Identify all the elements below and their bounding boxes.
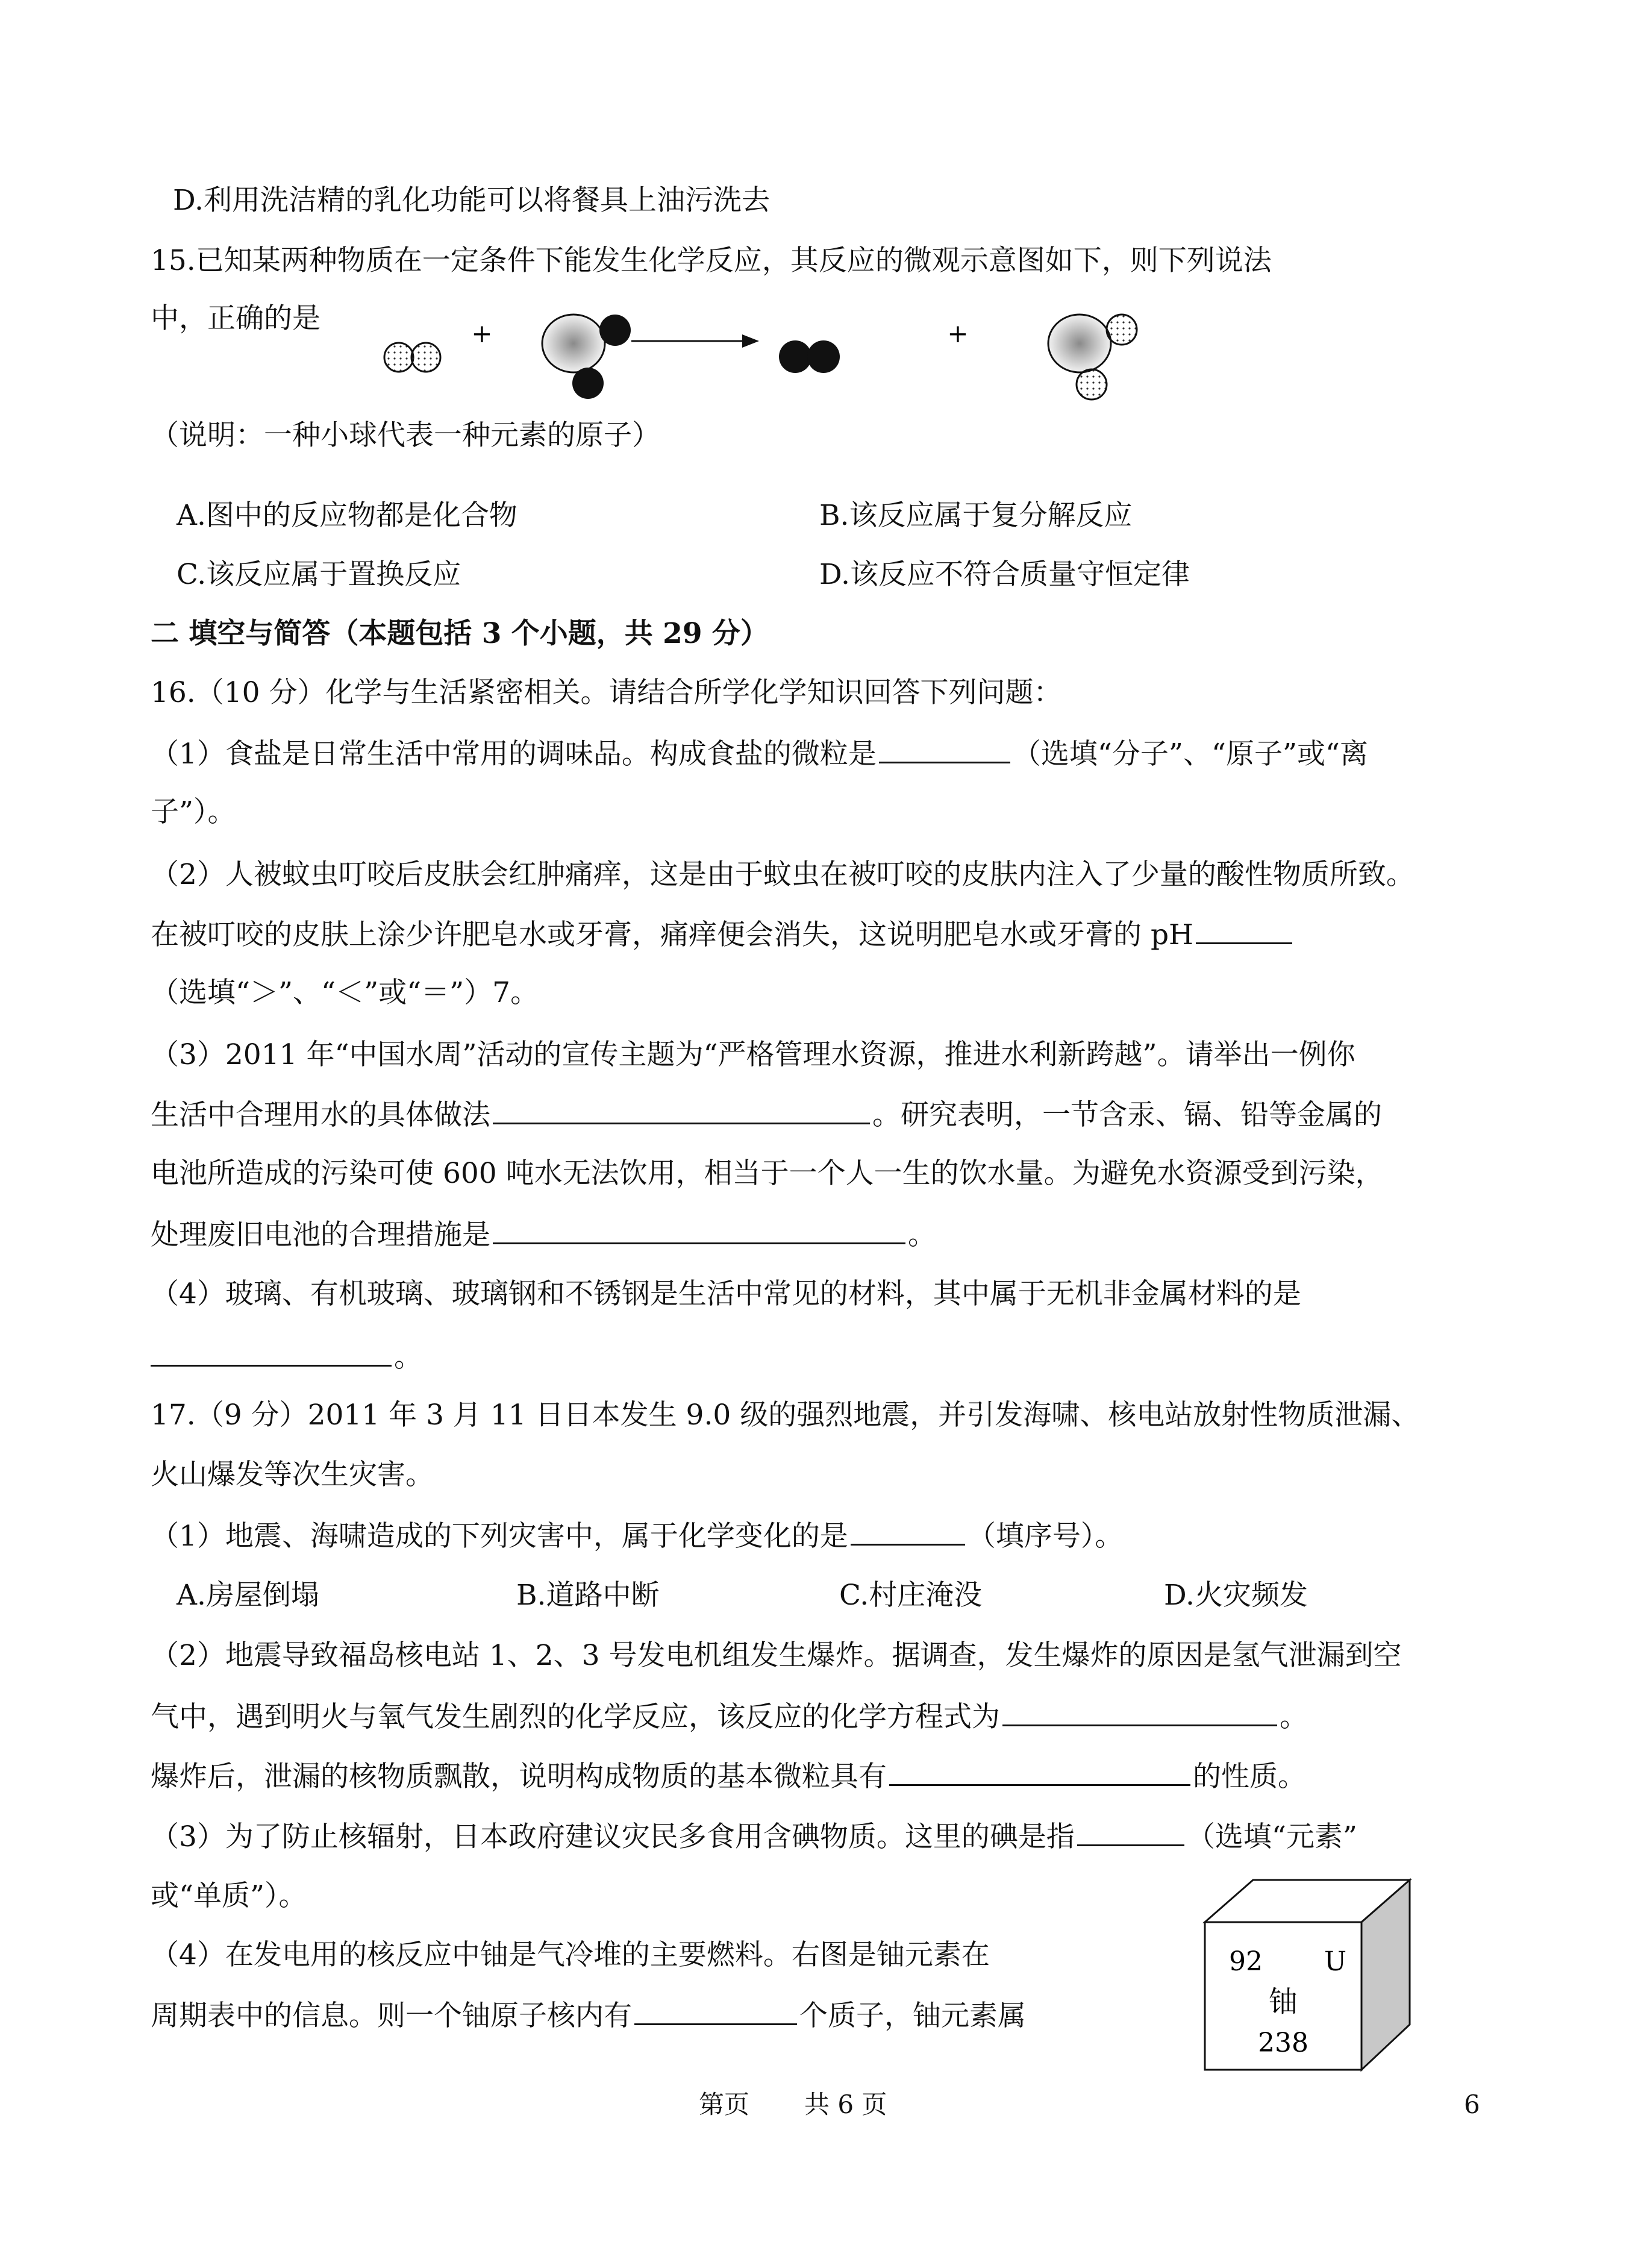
plus-sign-1: + [471, 319, 493, 348]
q17-part2-line2: 气中，遇到明火与氧气发生剧烈的化学反应，该反应的化学方程式为 。 [151, 1698, 1308, 1735]
q16-part1-line2: 子”）。 [151, 795, 236, 829]
q17-part3-answer-blank[interactable] [1077, 1818, 1184, 1846]
q17-stem-line1: 17.（9 分）2011 年 3 月 11 日日本发生 9.0 级的强烈地震，并引发海啸、核电站放射性物质泄漏、 [151, 1399, 1420, 1432]
q16-part3-battery-answer-blank[interactable] [493, 1216, 905, 1244]
q15-option-b: B.该反应属于复分解反应 [819, 499, 1133, 532]
q17-part4-line1: （4）在发电用的核反应中铀是气冷堆的主要燃料。右图是铀元素在 [151, 1938, 990, 1972]
footer-page-label: 第页 [699, 2090, 750, 2119]
product-black-diatomic-molecule [779, 340, 840, 373]
q17-option-c: C.村庄淹没 [839, 1579, 983, 1612]
q14-option-d: D.利用洗洁精的乳化功能可以将餐具上油污洗去 [173, 184, 770, 217]
reaction-diagram [361, 301, 1145, 410]
q17-stem-line2: 火山爆发等次生灾害。 [151, 1458, 434, 1491]
q15-note: （说明：一种小球代表一种元素的原子） [151, 419, 660, 452]
q16-part2-answer-blank[interactable] [1196, 916, 1292, 944]
q17-option-b: B.道路中断 [516, 1579, 660, 1612]
q16-part2-line1: （2）人被蚊虫叮咬后皮肤会红肿痛痒，这是由于蚊虫在被叮咬的皮肤内注入了少量的酸性物质所致。 [151, 858, 1415, 891]
q16-part3-line2: 生活中合理用水的具体做法 。研究表明，一节含汞、镉、铅等金属的 [151, 1096, 1382, 1133]
q17-part1: （1）地震、海啸造成的下列灾害中，属于化学变化的是 （填序号）。 [151, 1517, 1123, 1555]
q17-part4-proton-blank[interactable] [634, 1997, 797, 2025]
q16-part3-line4: 处理废旧电池的合理措施是 。 [151, 1216, 936, 1253]
atomic-number: 92 [1229, 1946, 1263, 1977]
q16-stem: 16.（10 分）化学与生活紧密相关。请结合所学化学知识回答下列问题： [151, 676, 1062, 709]
q17-part2-line1: （2）地震导致福岛核电站 1、2、3 号发电机组发生爆炸。据调查，发生爆炸的原因是氢气泄漏到空 [151, 1639, 1402, 1672]
reaction-arrow [631, 334, 759, 348]
q16-part1-line1: （1）食盐是日常生活中常用的调味品。构成食盐的微粒是 （选填“分子”、“原子”或“离 [151, 735, 1368, 772]
q17-part2-line3: 爆炸后，泄漏的核物质飘散，说明构成物质的基本微粒具有 的性质。 [151, 1758, 1306, 1795]
q15-option-c: C.该反应属于置换反应 [177, 558, 461, 591]
q17-part3-line2: 或“单质”）。 [151, 1879, 307, 1912]
q16-part3-line3: 电池所造成的污染可使 600 吨水无法饮用，相当于一个人一生的饮水量。为避免水资源受到污染， [151, 1157, 1384, 1190]
q16-part3-line1: （3）2011 年“中国水周”活动的宣传主题为“严格管理水资源，推进水利新跨越”。请举出一例你 [151, 1038, 1355, 1071]
q16-part2-line2: 在被叮咬的皮肤上涂少许肥皂水或牙膏，痛痒便会消失，这说明肥皂水或牙膏的 pH [151, 916, 1295, 953]
q15-stem-line2: 中，正确的是 [151, 302, 320, 335]
q15-option-d: D.该反应不符合质量守恒定律 [819, 558, 1190, 591]
section-2-title: 二 填空与简答（本题包括 3 个小题，共 29 分） [151, 617, 769, 650]
uranium-element-card [1199, 1874, 1428, 2091]
q16-part2-line3: （选填“＞”、“＜”或“＝”）7。 [151, 976, 539, 1009]
q17-part4-line2: 周期表中的信息。则一个铀原子核内有 个质子，铀元素属 [151, 1997, 1026, 2034]
plus-sign-2: + [947, 319, 969, 348]
q17-part2-property-blank[interactable] [889, 1758, 1190, 1786]
q17-option-a: A.房屋倒塌 [177, 1579, 319, 1612]
q16-part3-water-answer-blank[interactable] [493, 1096, 870, 1124]
atomic-mass: 238 [1258, 2028, 1308, 2058]
product-gray-dotted-molecule [1048, 315, 1137, 399]
q16-part4-line2: 。 [151, 1338, 422, 1376]
q16-part4-line1: （4）玻璃、有机玻璃、玻璃钢和不锈钢是生活中常见的材料，其中属于无机非金属材料的是 [151, 1277, 1301, 1311]
q15-stem-line1: 15.已知某两种物质在一定条件下能发生化学反应，其反应的微观示意图如下，则下列说法 [151, 244, 1272, 277]
footer-page-number: 6 [1464, 2090, 1480, 2119]
q16-part1-answer-blank[interactable] [879, 735, 1010, 763]
q15-option-a: A.图中的反应物都是化合物 [177, 499, 517, 532]
q17-option-d: D.火灾频发 [1164, 1579, 1308, 1612]
q16-part4-answer-blank[interactable] [151, 1338, 392, 1367]
footer-total-pages: 共 6 页 [804, 2090, 887, 2119]
reactant-diatomic-dotted-molecule [384, 343, 440, 372]
q17-part3-line1: （3）为了防止核辐射，日本政府建议灾民多食用含碘物质。这里的碘是指 （选填“元素” [151, 1818, 1357, 1855]
element-symbol: U [1324, 1946, 1347, 1977]
q17-part2-equation-blank[interactable] [1002, 1698, 1277, 1726]
q17-part1-answer-blank[interactable] [851, 1517, 965, 1546]
reactant-gray-black-molecule [542, 315, 631, 399]
element-name: 铀 [1268, 1985, 1298, 2019]
